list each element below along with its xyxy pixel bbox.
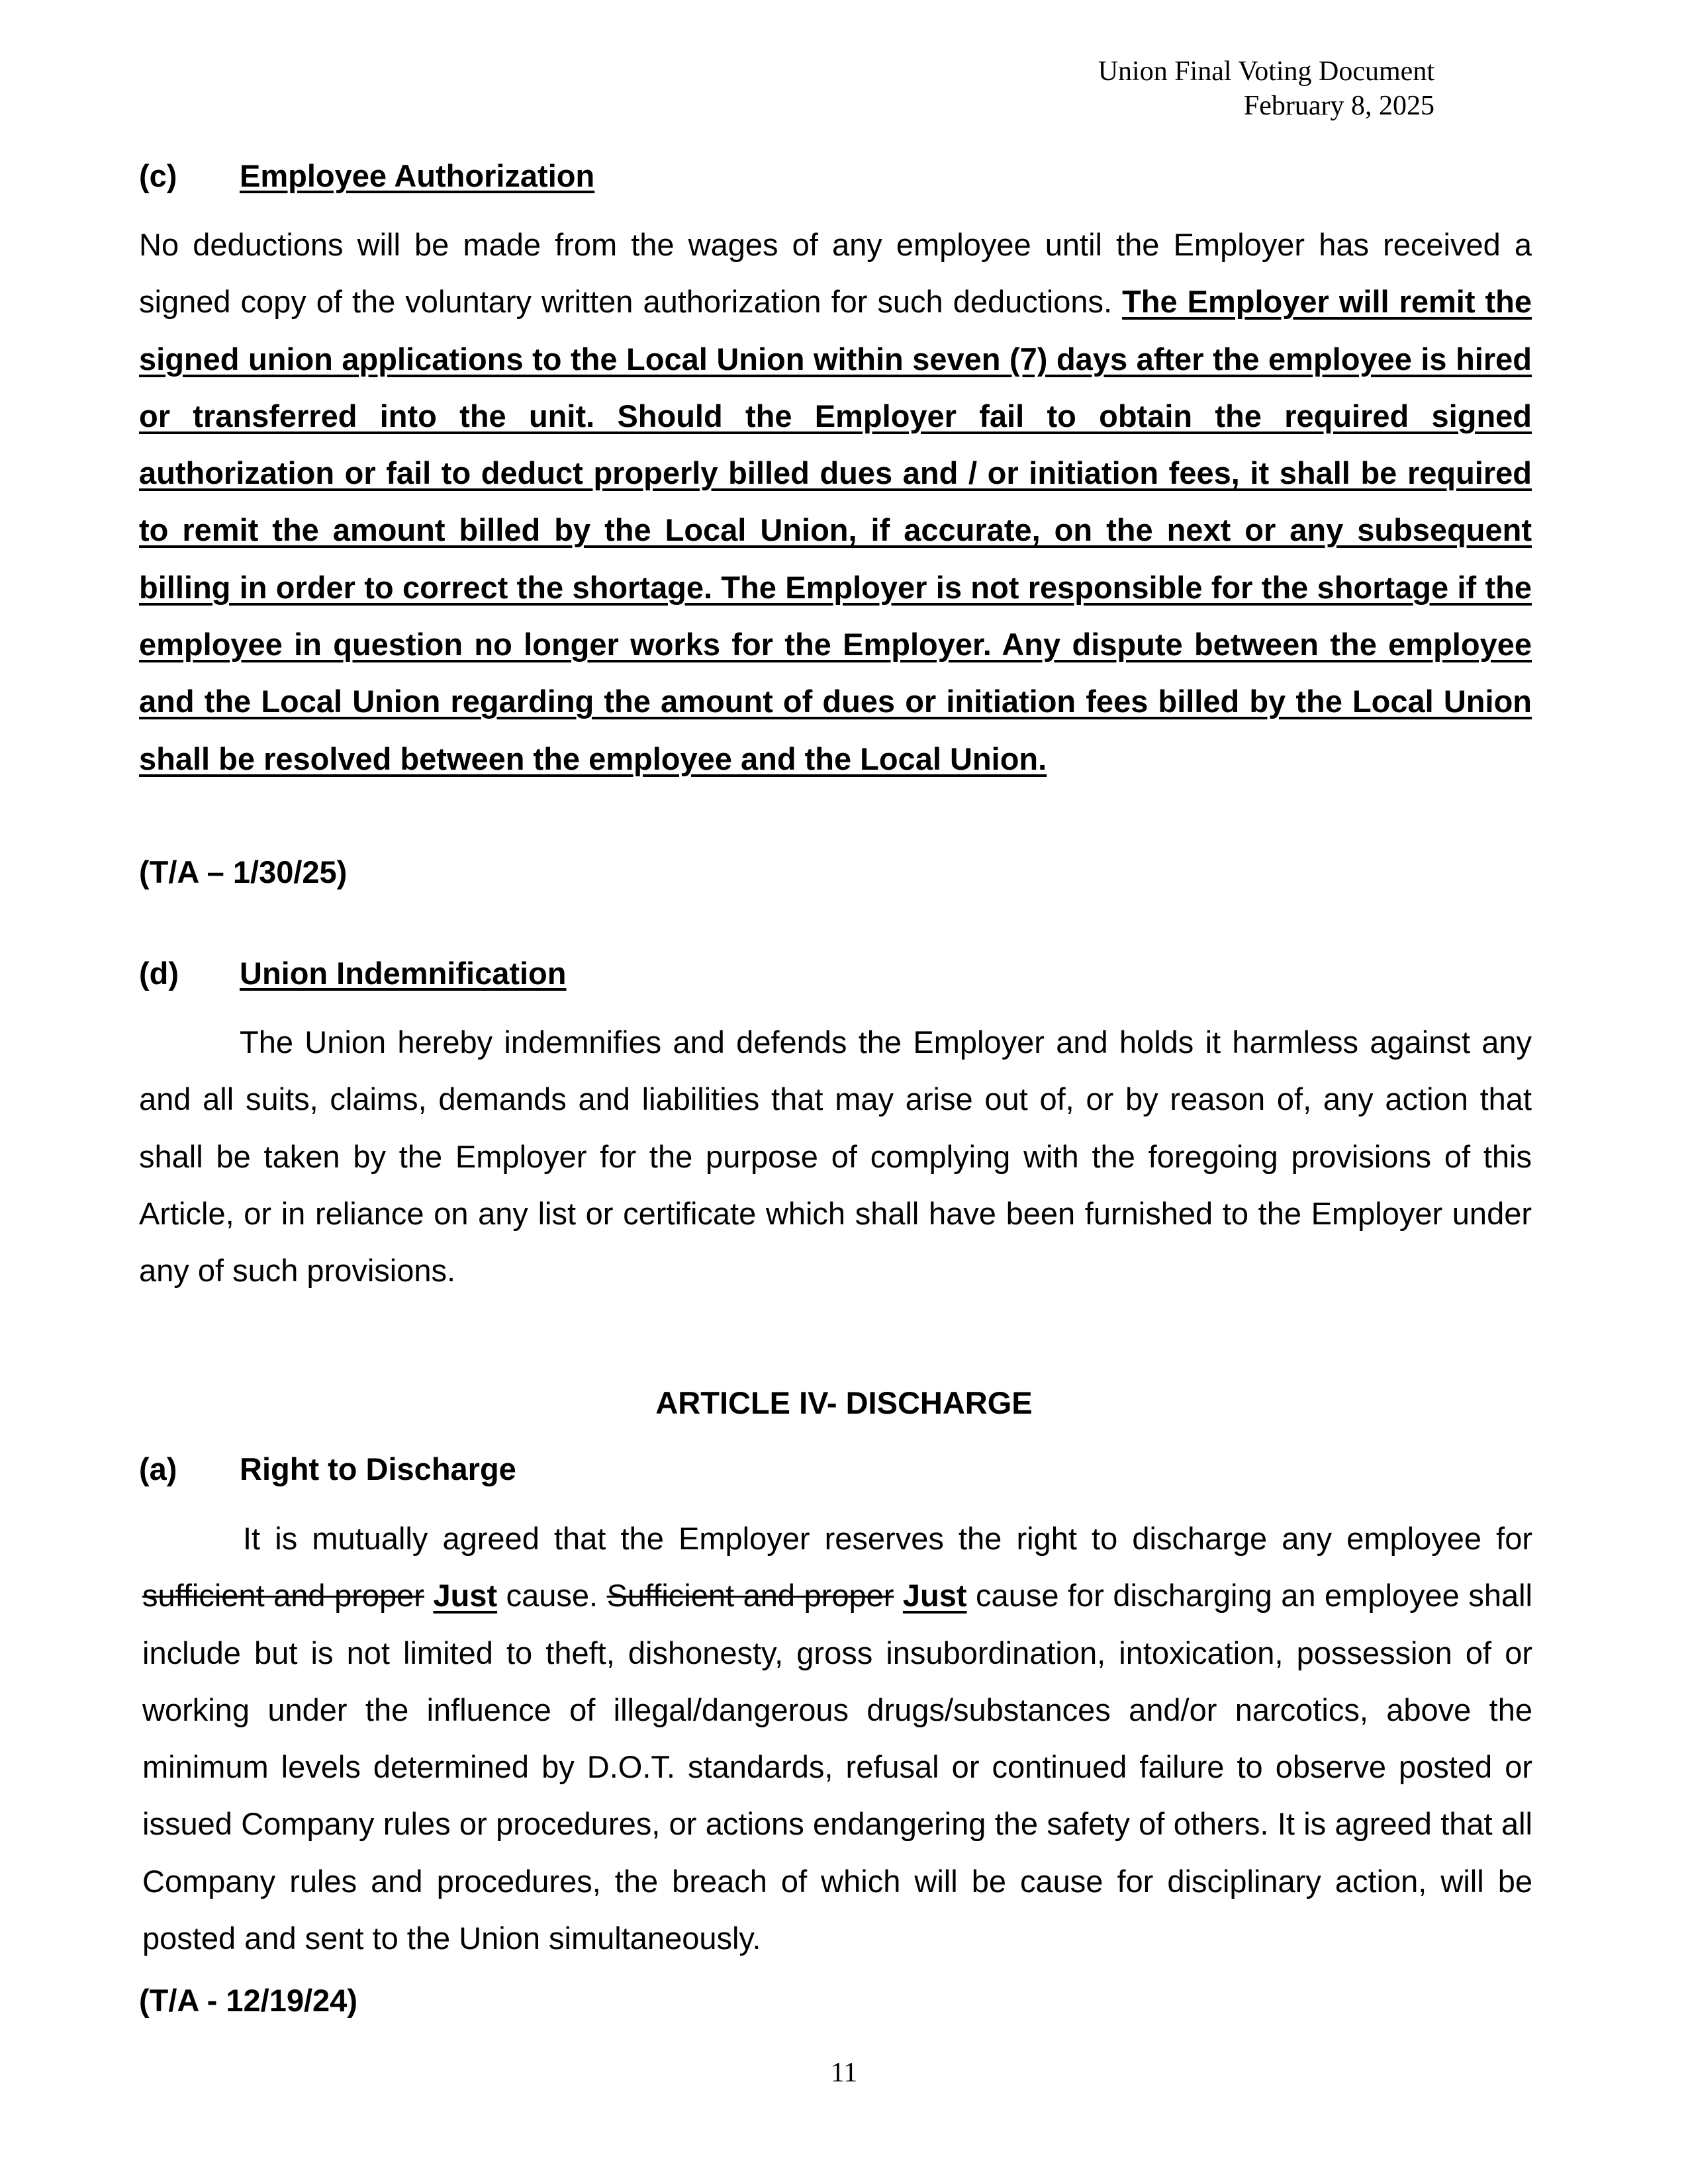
section-c-heading [139, 158, 594, 194]
section-a-text-1: It is mutually agreed that the Employer reserves the right to discharge any employee for [243, 1521, 1532, 1556]
section-c-ta-date: (T/A – 1/30/25) [139, 854, 348, 889]
section-a-struck-text-1: sufficient and proper [142, 1578, 424, 1614]
section-a-label: (a) [139, 1451, 177, 1486]
section-c-paragraph [139, 216, 1532, 788]
section-d-heading [139, 955, 566, 991]
section-c-amendment-text: The Employer will remit the signed union applications to the Local Union within seven (7) days after the employee is hired or transferred into the unit. Should the Employer fail to obtain the required signed authorization or fail to deduct properly billed dues and / or initiation fees, it shall be required to remit the amount billed by the Local Union, if accurate, on the next or any subsequent billing in order to correct the shortage. The Employer is not responsible for the shortage if the employee in question no longer works for the Employer. Any dispute between the employee and the Local Union regarding the amount of dues or initiation fees billed by the Local Union shall be resolved between the employee and the Local Union. [139, 284, 1532, 776]
section-d-title: Union Indemnification [240, 956, 567, 991]
section-c-title: Employee Authorization [240, 158, 595, 193]
section-a-title: Right to Discharge [240, 1451, 516, 1486]
section-a-paragraph [142, 1510, 1532, 1967]
section-c-text: No deductions will be made from the wages of any employee until the Employer has received a signed copy of the voluntary written authorization for such deductions. [139, 227, 1532, 320]
section-a-inserted-just-2: Just [902, 1578, 967, 1614]
header-document-title: Union Final Voting Document [1098, 56, 1434, 87]
section-a-inserted-just-1: Just [433, 1578, 498, 1614]
page-header [1098, 54, 1434, 123]
section-a-ta-date: (T/A - 12/19/24) [139, 1983, 357, 2018]
section-a-text-2: cause. [497, 1578, 607, 1614]
header-date: February 8, 2025 [1243, 91, 1434, 121]
section-a-text-3: cause for discharging an employee shall include but is not limited to theft, dishonesty, gross insubordination, intoxication, possession of or working under the influence of illegal/dangerous drugs/substances and/or narcotics, above the minimum levels determined by D.O.T. standards, refusal or continued failure to observe posted or issued Company rules or procedures, or actions endangering the safety of others. It is agreed that all Company rules and procedures, the breach of which will be cause for disciplinary action, will be posted and sent to the Union simultaneously. [142, 1578, 1532, 1956]
section-d-paragraph: The Union hereby indemnifies and defends the Employer and holds it harmless against any and all suits, claims, demands and liabilities that may arise out of, or by reason of, any action that shall be taken by the Employer for the purpose of complying with the foregoing provisions of this Article, or in reliance on any list or certificate which shall have been furnished to the Employer under any of such provisions. [139, 1024, 1532, 1289]
page-number: 11 [830, 2058, 858, 2088]
section-a-struck-text-2: Sufficient and proper [606, 1578, 894, 1614]
section-a-heading [139, 1451, 516, 1487]
section-d-label: (d) [139, 956, 179, 991]
section-c-label: (c) [139, 158, 177, 193]
article-heading: ARTICLE IV- DISCHARGE [655, 1385, 1033, 1420]
